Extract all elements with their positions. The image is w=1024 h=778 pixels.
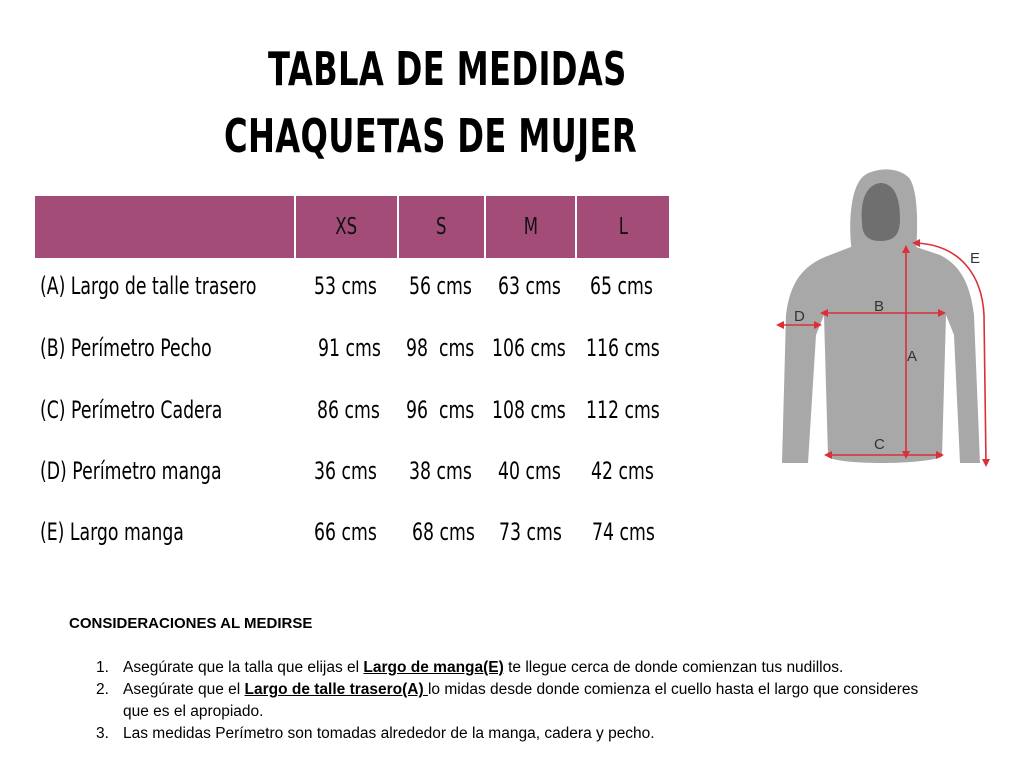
cell-m: 40 cms xyxy=(498,457,561,485)
cell-xs: 86 cms xyxy=(317,396,380,424)
header-size-s: S xyxy=(399,196,484,258)
diagram-label-d: D xyxy=(794,308,805,325)
jacket-measurement-diagram xyxy=(770,165,1000,470)
cell-xs: 36 cms xyxy=(314,457,377,485)
list-item-number: 2. xyxy=(96,681,109,698)
arrowhead-e-bottom xyxy=(982,459,990,467)
table-row xyxy=(0,266,680,306)
cell-l: 112 cms xyxy=(586,396,660,424)
list-item-text: Asegúrate que la talla que elijas el Largo de manga(E) te llegue cerca de donde comienzan tus nudillos. xyxy=(123,659,844,676)
cell-s: 68 cms xyxy=(412,518,475,546)
cell-s: 96 cms xyxy=(406,396,475,424)
title-line-2: CHAQUETAS DE MUJER xyxy=(224,109,637,163)
diagram-label-b: B xyxy=(874,298,885,315)
table-row xyxy=(0,390,680,430)
cell-s: 98 cms xyxy=(406,334,475,362)
title-line-1: TABLA DE MEDIDAS xyxy=(268,42,627,96)
cell-m: 73 cms xyxy=(499,518,562,546)
table-row xyxy=(0,451,680,491)
diagram-label-a: A xyxy=(907,348,918,365)
cell-m: 108 cms xyxy=(492,396,566,424)
row-label: (B) Perímetro Pecho xyxy=(40,334,212,362)
header-size-xs: XS xyxy=(296,196,397,258)
row-label: (A) Largo de talle trasero xyxy=(40,272,257,300)
cell-s: 56 cms xyxy=(409,272,472,300)
list-item-text: Asegúrate que el Largo de talle trasero(A) lo midas desde donde comienza el cuello hasta el largo que consideres xyxy=(123,681,919,698)
cell-xs: 53 cms xyxy=(314,272,377,300)
cell-l: 74 cms xyxy=(592,518,655,546)
cell-l: 116 cms xyxy=(586,334,660,362)
row-label: (D) Perímetro manga xyxy=(40,457,222,485)
jacket-body xyxy=(782,245,980,463)
header-size-l: L xyxy=(577,196,669,258)
row-label: (E) Largo manga xyxy=(40,518,184,546)
table-row xyxy=(0,328,680,368)
header-size-m: M xyxy=(486,196,575,258)
table-row xyxy=(0,512,680,552)
notes-title: CONSIDERACIONES AL MEDIRSE xyxy=(69,615,313,632)
row-label: (C) Perímetro Cadera xyxy=(40,396,223,424)
cell-s: 38 cms xyxy=(409,457,472,485)
header-empty-cell xyxy=(35,196,294,258)
list-item-number: 1. xyxy=(96,659,109,676)
cell-xs: 91 cms xyxy=(318,334,381,362)
list-item-text: Las medidas Perímetro son tomadas alrededor de la manga, cadera y pecho. xyxy=(123,725,655,742)
cell-l: 42 cms xyxy=(591,457,654,485)
diagram-label-c: C xyxy=(874,436,885,453)
cell-xs: 66 cms xyxy=(314,518,377,546)
arrowhead-d-left xyxy=(776,321,784,329)
hood-opening xyxy=(862,183,900,241)
cell-l: 65 cms xyxy=(590,272,653,300)
cell-m: 63 cms xyxy=(498,272,561,300)
diagram-label-e: E xyxy=(970,250,981,267)
cell-m: 106 cms xyxy=(492,334,566,362)
list-item-number: 3. xyxy=(96,725,109,742)
